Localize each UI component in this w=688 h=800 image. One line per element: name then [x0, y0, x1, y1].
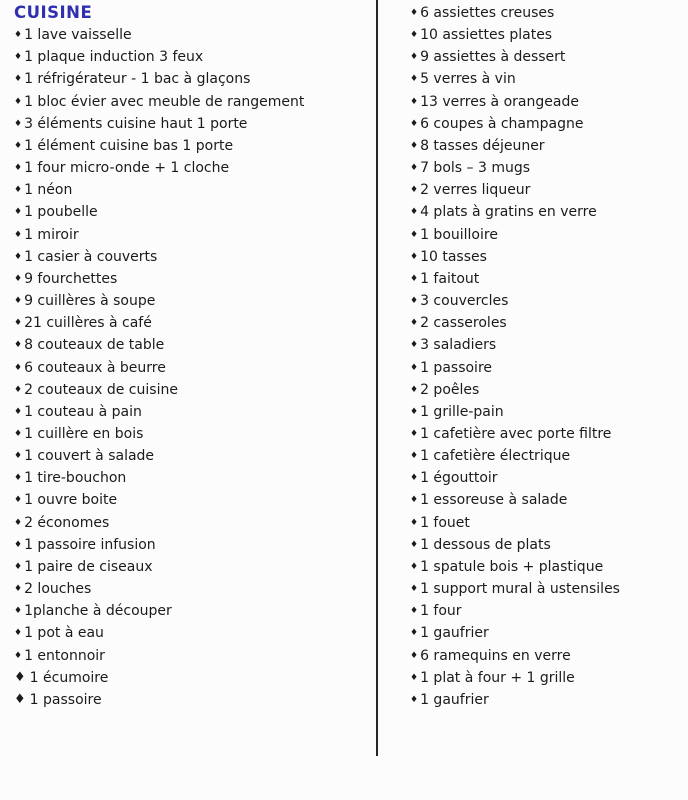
diamond-bullet-icon: ♦ — [410, 52, 419, 63]
list-item — [410, 578, 684, 600]
diamond-bullet-icon: ♦ — [410, 672, 419, 683]
left-item-list — [14, 24, 370, 711]
diamond-bullet-icon: ♦ — [14, 74, 23, 85]
diamond-bullet-icon: ♦ — [410, 163, 419, 174]
list-item — [410, 68, 684, 90]
list-item — [410, 379, 684, 401]
item-text: 1 fouet — [420, 514, 470, 531]
diamond-bullet-icon: ♦ — [410, 495, 419, 506]
right-column — [410, 2, 684, 711]
list-item — [410, 113, 684, 135]
diamond-bullet-icon: ♦ — [14, 96, 23, 107]
item-text: 1 bouilloire — [420, 226, 498, 243]
diamond-bullet-icon: ♦ — [410, 561, 419, 572]
item-text: 3 éléments cuisine haut 1 porte — [24, 115, 248, 132]
item-text: 13 verres à orangeade — [420, 93, 579, 110]
item-text: 1 écumoire — [29, 669, 109, 686]
item-text: 1 four micro-onde + 1 cloche — [24, 160, 230, 177]
item-text: 1 entonnoir — [24, 647, 105, 664]
item-text: 9 cuillères à soupe — [24, 293, 156, 310]
diamond-bullet-icon: ♦ — [410, 451, 419, 462]
page-title: CUISINE — [14, 3, 93, 22]
item-text: 4 plats à gratins en verre — [420, 204, 597, 221]
list-item — [410, 423, 684, 445]
item-text: 1 cafetière avec porte filtre — [420, 425, 612, 442]
diamond-bullet-icon: ♦ — [14, 30, 23, 41]
list-item — [410, 667, 684, 689]
item-text: 1 néon — [24, 182, 73, 199]
list-item — [410, 556, 684, 578]
item-text: 6 assiettes creuses — [420, 5, 555, 21]
diamond-bullet-icon: ♦ — [410, 539, 419, 550]
diamond-bullet-icon: ♦ — [14, 229, 23, 240]
list-item — [410, 201, 684, 223]
list-item — [410, 2, 684, 24]
list-item — [410, 24, 684, 46]
diamond-bullet-icon: ♦ — [14, 340, 23, 351]
item-text: 1 plaque induction 3 feux — [24, 49, 204, 66]
list-item — [410, 224, 684, 246]
diamond-bullet-icon: ♦ — [14, 362, 23, 373]
diamond-bullet-icon: ♦ — [14, 185, 23, 196]
list-item — [410, 179, 684, 201]
item-text: 8 tasses déjeuner — [420, 137, 545, 154]
list-item — [410, 135, 684, 157]
diamond-bullet-icon: ♦ — [410, 296, 419, 307]
item-text: 2 poêles — [420, 381, 480, 398]
list-item — [14, 357, 370, 379]
diamond-bullet-icon: ♦ — [14, 451, 23, 462]
list-item — [14, 645, 370, 667]
list-item — [410, 246, 684, 268]
list-item — [14, 268, 370, 290]
item-text: 1 lave vaisselle — [24, 27, 132, 44]
right-item-list — [410, 2, 684, 711]
list-item — [14, 246, 370, 268]
list-item — [410, 645, 684, 667]
diamond-bullet-icon: ♦ — [410, 140, 419, 151]
diamond-bullet-icon: ♦ — [14, 473, 23, 484]
diamond-bullet-icon: ♦ — [14, 118, 23, 129]
item-text: 7 bols – 3 mugs — [420, 160, 531, 177]
list-item — [14, 578, 370, 600]
item-text: 1 couteau à pain — [24, 403, 142, 420]
item-text: 1 passoire — [29, 691, 102, 708]
item-text: 1planche à découper — [24, 603, 172, 620]
item-text: 6 couteaux à beurre — [24, 359, 166, 376]
list-item — [14, 24, 370, 46]
list-item — [14, 68, 370, 90]
list-item — [410, 46, 684, 68]
list-item — [14, 534, 370, 556]
item-text: 2 verres liqueur — [420, 182, 531, 199]
diamond-bullet-icon: ♦ — [410, 318, 419, 329]
list-item — [14, 179, 370, 201]
item-text: 1 pot à eau — [24, 625, 104, 642]
diamond-bullet-icon: ♦ — [410, 384, 419, 395]
diamond-bullet-icon: ♦ — [410, 628, 419, 639]
item-text: 1 faitout — [420, 270, 480, 287]
item-text: 6 ramequins en verre — [420, 647, 571, 664]
item-text: 10 tasses — [420, 248, 487, 265]
item-text: 1 passoire infusion — [24, 536, 156, 553]
diamond-bullet-icon: ♦ — [410, 606, 419, 617]
item-text: 1 spatule bois + plastique — [420, 558, 604, 575]
list-item — [410, 91, 684, 113]
list-item — [410, 357, 684, 379]
diamond-bullet-icon: ♦ — [14, 140, 23, 151]
item-text: 1 dessous de plats — [420, 536, 551, 553]
item-text: 1 gaufrier — [420, 625, 489, 642]
list-item — [14, 113, 370, 135]
item-text: 3 saladiers — [420, 337, 497, 354]
list-item — [14, 423, 370, 445]
diamond-bullet-icon: ♦ — [410, 517, 419, 528]
diamond-bullet-icon: ♦ — [14, 207, 23, 218]
diamond-bullet-icon: ♦ — [410, 185, 419, 196]
item-text: 1 paire de ciseaux — [24, 558, 153, 575]
diamond-bullet-icon: ♦ — [14, 606, 23, 617]
item-text: 2 économes — [24, 514, 110, 531]
list-item — [410, 312, 684, 334]
diamond-bullet-icon: ♦ — [410, 251, 419, 262]
diamond-bullet-icon: ♦ — [410, 207, 419, 218]
diamond-bullet-icon: ♦ — [14, 296, 23, 307]
diamond-bullet-icon: ♦ — [14, 273, 23, 284]
list-item — [410, 401, 684, 423]
diamond-bullet-icon: ♦ — [14, 318, 23, 329]
list-item — [410, 445, 684, 467]
diamond-bullet-icon: ♦ — [14, 52, 23, 63]
item-text: 1 réfrigérateur - 1 bac à glaçons — [24, 71, 251, 88]
list-item — [14, 224, 370, 246]
item-text: 1 passoire — [420, 359, 493, 376]
list-item — [14, 622, 370, 644]
diamond-bullet-icon: ♦ — [14, 495, 23, 506]
item-text: 1 poubelle — [24, 204, 98, 221]
list-item — [14, 445, 370, 467]
list-item — [14, 667, 370, 689]
list-item — [410, 290, 684, 312]
list-item — [14, 556, 370, 578]
item-text: 1 four — [420, 603, 462, 620]
list-item — [14, 157, 370, 179]
diamond-bullet-icon: ♦ — [14, 561, 23, 572]
diamond-bullet-icon: ♦ — [410, 473, 419, 484]
item-text: 1 tire-bouchon — [24, 470, 127, 487]
list-item — [14, 135, 370, 157]
item-text: 1 casier à couverts — [24, 248, 158, 265]
item-text: 1 ouvre boite — [24, 492, 118, 509]
list-item — [410, 534, 684, 556]
diamond-bullet-icon: ♦ — [410, 584, 419, 595]
item-text: 2 louches — [24, 581, 92, 598]
diamond-bullet-icon: ♦ — [410, 650, 419, 661]
diamond-bullet-icon: ♦ — [410, 229, 419, 240]
diamond-bullet-icon: ♦ — [410, 273, 419, 284]
diamond-bullet-icon: ♦ — [410, 30, 419, 41]
diamond-bullet-icon: ♦ — [410, 8, 419, 18]
item-text: 1 égouttoir — [420, 470, 498, 487]
diamond-bullet-icon: ♦ — [410, 694, 419, 705]
item-text: 21 cuillères à café — [24, 315, 152, 332]
list-item — [14, 401, 370, 423]
diamond-bullet-icon: ♦ — [14, 163, 23, 174]
diamond-bullet-icon: ♦ — [14, 251, 23, 262]
diamond-bullet-icon: ♦ — [410, 96, 419, 107]
list-item — [14, 334, 370, 356]
item-text: 2 casseroles — [420, 315, 507, 332]
list-item — [14, 600, 370, 622]
list-item — [410, 512, 684, 534]
diamond-bullet-icon: ♦ — [410, 406, 419, 417]
item-text: 9 fourchettes — [24, 270, 118, 287]
item-text: 1 plat à four + 1 grille — [420, 669, 575, 686]
diamond-bullet-icon: ♦ — [14, 406, 23, 417]
diamond-bullet-icon: ♦ — [14, 384, 23, 395]
list-item — [410, 622, 684, 644]
item-text: 10 assiettes plates — [420, 27, 553, 44]
list-item — [410, 268, 684, 290]
item-text: 1 essoreuse à salade — [420, 492, 568, 509]
left-column — [14, 2, 370, 711]
diamond-bullet-icon: ♦ — [410, 362, 419, 373]
list-item — [14, 379, 370, 401]
diamond-bullet-icon: ♦ — [14, 428, 23, 439]
item-text: 5 verres à vin — [420, 71, 516, 88]
item-text: 2 couteaux de cuisine — [24, 381, 178, 398]
item-text: 1 grille-pain — [420, 403, 504, 420]
diamond-bullet-icon: ♦ — [14, 539, 23, 550]
list-item — [14, 512, 370, 534]
item-text: 1 bloc évier avec meuble de rangement — [24, 93, 305, 110]
list-item — [410, 689, 684, 711]
diamond-bullet-icon: ♦ — [14, 628, 23, 639]
list-item — [14, 489, 370, 511]
item-text: 1 couvert à salade — [24, 448, 155, 465]
item-text: 1 gaufrier — [420, 691, 489, 708]
item-text: 1 élément cuisine bas 1 porte — [24, 137, 234, 154]
item-text: 1 cuillère en bois — [24, 425, 144, 442]
diamond-bullet-icon: ♦ — [410, 74, 419, 85]
diamond-bullet-icon: ♦ — [410, 118, 419, 129]
diamond-bullet-icon: ♦ — [410, 340, 419, 351]
item-text: 8 couteaux de table — [24, 337, 165, 354]
list-item — [410, 467, 684, 489]
item-text: 9 assiettes à dessert — [420, 49, 566, 66]
diamond-bullet-icon: ♦ — [14, 650, 23, 661]
list-item — [14, 201, 370, 223]
diamond-bullet-icon: ♦ — [14, 669, 26, 685]
item-text: 1 miroir — [24, 226, 79, 243]
diamond-bullet-icon: ♦ — [14, 691, 26, 707]
list-item — [14, 46, 370, 68]
item-text: 6 coupes à champagne — [420, 115, 584, 132]
list-item — [14, 91, 370, 113]
list-item — [410, 157, 684, 179]
item-text: 3 couvercles — [420, 293, 509, 310]
item-text: 1 support mural à ustensiles — [420, 581, 620, 598]
diamond-bullet-icon: ♦ — [14, 584, 23, 595]
column-divider — [376, 0, 378, 756]
diamond-bullet-icon: ♦ — [14, 517, 23, 528]
item-text: 1 cafetière électrique — [420, 448, 571, 465]
list-item — [410, 600, 684, 622]
list-item — [410, 334, 684, 356]
list-item — [14, 467, 370, 489]
list-item — [14, 312, 370, 334]
diamond-bullet-icon: ♦ — [410, 428, 419, 439]
list-item — [14, 689, 370, 711]
list-item — [410, 489, 684, 511]
list-item — [14, 290, 370, 312]
